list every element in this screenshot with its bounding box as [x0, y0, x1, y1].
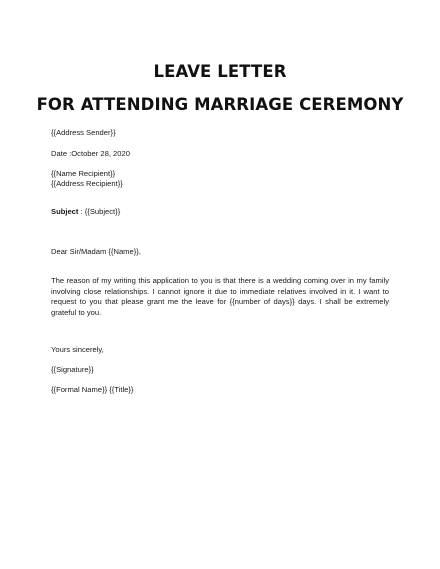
subject-label: Subject — [51, 207, 79, 216]
date-label: Date : — [51, 149, 72, 158]
date-line — [51, 149, 130, 159]
document-title: LEAVE LETTER — [153, 62, 287, 81]
salutation: Dear Sir/Madam {{Name}}, — [51, 247, 141, 256]
recipient-name: {{Name Recipient}} — [51, 169, 116, 178]
sender-address: {{Address Sender}} — [51, 128, 116, 137]
formal-name-title: {{Formal Name}} {{Title}} — [51, 385, 134, 394]
document-subtitle: FOR ATTENDING MARRIAGE CEREMONY — [36, 95, 404, 114]
signature-placeholder: {{Signature}} — [51, 365, 94, 374]
subject-line — [51, 207, 120, 217]
body-paragraph: The reason of my writing this application to you is that there is a wedding coming over in my family involving close relationships. I cannot ignore it due to immediate relatives involved in it. I want to request to you that please grant me the leave for {{number of days}} days. I shall be extremely grateful to you. — [51, 276, 389, 317]
recipient-address: {{Address Recipient}} — [51, 179, 123, 188]
date-value: October 28, 2020 — [71, 149, 130, 158]
subject-value: : {{Subject}} — [78, 207, 121, 216]
closing: Yours sincerely, — [51, 345, 104, 354]
